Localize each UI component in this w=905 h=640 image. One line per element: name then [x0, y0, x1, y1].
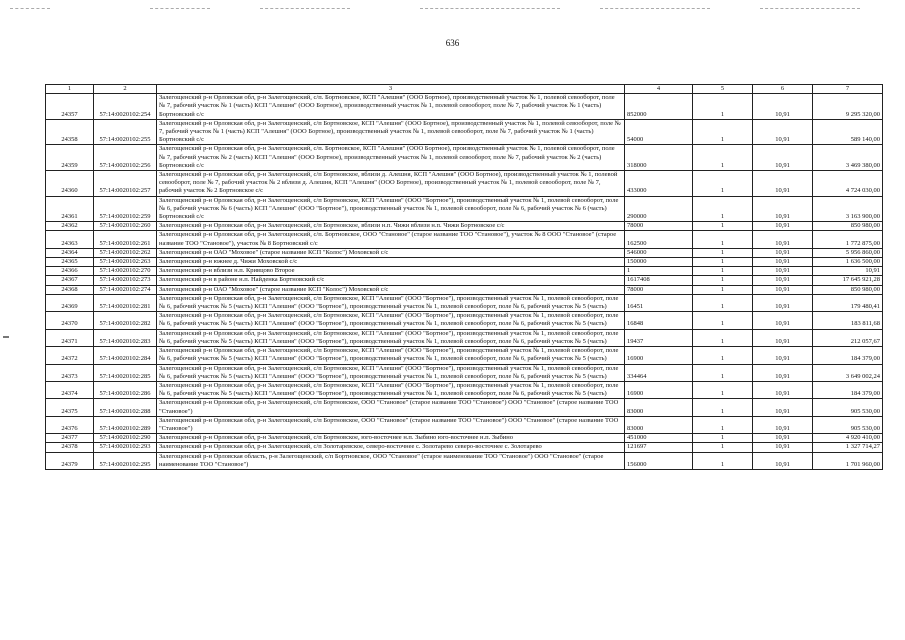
table-row [46, 231, 883, 248]
cadastral-number: 57:14:0020102:273 [94, 276, 157, 285]
location-description: Залегощенский р-н Орловская обл, р-н Залегощенский, с/п Бортновское, КСП "Алешня" (ООО "Бортное"), производственный участок № 1, полевой севооборот, поле № 6, рабочий участок № 5 (часть) КСП "Алешня" (ООО "Бортное"), производственный участок № 1, полевой севооборот, поле № 6, рабочий участок № 5 (часть) [157, 312, 625, 329]
location-description: Залегощенский р-н Орловская область, р-н Залегощенский, с/п Бортновское, ООО "Становое" (старое наименование ТОО "Становое") ООО "Становое" (старое наименование ТОО "Становое") [157, 452, 625, 469]
total-value: 905 530,00 [813, 399, 883, 416]
unit-price: 10,91 [753, 231, 813, 248]
area-value: 19437 [625, 329, 693, 346]
row-id: 24374 [46, 381, 94, 398]
table-row [46, 347, 883, 364]
cadastral-number: 57:14:0020102:289 [94, 416, 157, 433]
total-value: 1 327 714,27 [813, 443, 883, 452]
row-id: 24367 [46, 276, 94, 285]
area-value: 83000 [625, 416, 693, 433]
quantity-value: 1 [693, 248, 753, 257]
cadastral-number: 57:14:0020102:282 [94, 312, 157, 329]
quantity-value: 1 [693, 381, 753, 398]
area-value: 156000 [625, 452, 693, 469]
area-value: 83000 [625, 399, 693, 416]
area-value: 852000 [625, 94, 693, 120]
unit-price: 10,91 [753, 285, 813, 294]
unit-price: 10,91 [753, 399, 813, 416]
cadastral-number: 57:14:0020102:283 [94, 329, 157, 346]
table-header-row [46, 85, 883, 94]
total-value: 3 649 002,24 [813, 364, 883, 381]
total-value: 850 980,00 [813, 222, 883, 231]
quantity-value: 1 [693, 329, 753, 346]
cadastral-number: 57:14:0020102:254 [94, 94, 157, 120]
total-value: 5 956 860,00 [813, 248, 883, 257]
quantity-value: 1 [693, 294, 753, 311]
cadastral-number: 57:14:0020102:293 [94, 443, 157, 452]
table-row [46, 381, 883, 398]
cadastral-number: 57:14:0020102:257 [94, 171, 157, 197]
unit-price: 10,91 [753, 267, 813, 276]
location-description: Залегощенский р-н вблизи н.п. Кривцово Второе [157, 267, 625, 276]
quantity-value: 1 [693, 443, 753, 452]
location-description: Залегощенский р-н в районе н.п. Найденка Бортновский с/с [157, 276, 625, 285]
table-row [46, 222, 883, 231]
total-value: 10,91 [813, 267, 883, 276]
row-id: 24377 [46, 434, 94, 443]
table-row [46, 364, 883, 381]
cadastral-number: 57:14:0020102:262 [94, 248, 157, 257]
quantity-value: 1 [693, 399, 753, 416]
location-description: Залегощенский р-н Орловская обл, р-н Залегощенский, с/п Бортновское, КСП "Алешня" (ООО "Бортное"), производственный участок № 1, полевой севооборот, поле № 6, рабочий участок № 5 (часть) КСП "Алешня" (ООО "Бортное"), производственный участок № 1, полевой севооборот, поле № 6, рабочий участок № 5 (часть) [157, 364, 625, 381]
area-value: 16900 [625, 347, 693, 364]
location-description: Залегощенский р-н Орловская обл, р-н Залегощенский, с/п. Бортновское, КСП "Алешня" (ООО Бортное), производственный участок № 1, полевой севооборот, поле № 7, рабочий участок № 1 (часть) КСП "Алешня" (ООО Бортное), производственный участок № 1, полевой севооборот, поле № 7, рабочий участок № 1 (часть) Бортновский с/с [157, 94, 625, 120]
area-value: 162500 [625, 231, 693, 248]
area-value: 451000 [625, 434, 693, 443]
total-value: 905 530,00 [813, 416, 883, 433]
table-row [46, 94, 883, 120]
location-description: Залегощенский р-н Орловская обл, р-н Залегощенский, с/п Бортновское, КСП "Алешня" (ООО Бортное), производственный участок № 1, полевой севооборот, поле № 7, рабочий участок № 1 (часть) КСП "Алешня" (ООО Бортное), производственный участок № 1, полевой севооборот, поле № 7, рабочий участок № 1 (часть) Бортновский с/с [157, 119, 625, 145]
unit-price: 10,91 [753, 347, 813, 364]
area-value: 433000 [625, 171, 693, 197]
unit-price: 10,91 [753, 416, 813, 433]
total-value: 9 295 320,00 [813, 94, 883, 120]
quantity-value: 1 [693, 94, 753, 120]
cadastral-number: 57:14:0020102:270 [94, 267, 157, 276]
unit-price: 10,91 [753, 145, 813, 171]
table-row [46, 285, 883, 294]
row-id: 24369 [46, 294, 94, 311]
total-value: 1 772 875,00 [813, 231, 883, 248]
row-id: 24375 [46, 399, 94, 416]
location-description: Залегощенский р-н Орловская обл, р-н Залегощенский, с/п Бортновское, вблизи н.п. Чижи вблизи н.п. Чижи Бортновское с/с [157, 222, 625, 231]
total-value: 3 469 380,00 [813, 145, 883, 171]
location-description: Залегощенский р-н Орловская обл, р-н Залегощенский, с/п Бортновское, КСП "Алешня" (ООО "Бортное"), производственный участок № 1, полевой севооборот, поле № 6, рабочий участок № 6 (часть) КСП "Алешня" (ООО "Бортное"), производственный участок № 1, полевой севооборот, поле № 6, рабочий участок № 6 (часть) Бортновский с/с [157, 196, 625, 222]
total-value: 1 636 500,00 [813, 258, 883, 267]
unit-price: 10,91 [753, 222, 813, 231]
row-id: 24362 [46, 222, 94, 231]
cadastral-number: 57:14:0020102:260 [94, 222, 157, 231]
page-number: 636 [445, 38, 460, 48]
cadastral-number: 57:14:0020102:261 [94, 231, 157, 248]
cadastral-number: 57:14:0020102:274 [94, 285, 157, 294]
quantity-value: 1 [693, 285, 753, 294]
quantity-value: 1 [693, 434, 753, 443]
scan-artifact [760, 8, 860, 9]
location-description: Залегощенский р-н Орловская обл, р-н Залегощенский, с/п Золотаревское, северо-восточнее с. Золотарево северо-восточнее с. Золотарево [157, 443, 625, 452]
scan-artifact [420, 8, 560, 9]
cadastral-number: 57:14:0020102:263 [94, 258, 157, 267]
quantity-value: 1 [693, 347, 753, 364]
table-row [46, 452, 883, 469]
area-value: 16451 [625, 294, 693, 311]
unit-price: 10,91 [753, 443, 813, 452]
cadastral-number: 57:14:0020102:281 [94, 294, 157, 311]
cadastral-number: 57:14:0020102:288 [94, 399, 157, 416]
table-row [46, 267, 883, 276]
area-value: 318000 [625, 145, 693, 171]
total-value: 850 980,00 [813, 285, 883, 294]
row-id: 24361 [46, 196, 94, 222]
quantity-value: 1 [693, 231, 753, 248]
column-header: 6 [753, 85, 813, 94]
scan-artifact [10, 8, 50, 9]
area-value: 1617408 [625, 276, 693, 285]
total-value: 1 701 960,00 [813, 452, 883, 469]
area-value: 121697 [625, 443, 693, 452]
total-value: 179 480,41 [813, 294, 883, 311]
location-description: Залегощенский р-н Орловская обл, р-н Залегощенский, с/п Бортновское, ООО "Становое" (старое название ТОО "Становое") ООО "Становое" (старое название ТОО "Становое") [157, 399, 625, 416]
table-row [46, 276, 883, 285]
total-value: 3 163 900,00 [813, 196, 883, 222]
scan-artifact [260, 8, 350, 9]
quantity-value: 1 [693, 267, 753, 276]
table-row [46, 312, 883, 329]
row-id: 24357 [46, 94, 94, 120]
total-value: 184 379,00 [813, 381, 883, 398]
cadastral-number: 57:14:0020102:255 [94, 119, 157, 145]
total-value: 4 724 030,00 [813, 171, 883, 197]
area-value: 16848 [625, 312, 693, 329]
column-header: 2 [94, 85, 157, 94]
area-value: 78000 [625, 285, 693, 294]
row-id: 24366 [46, 267, 94, 276]
location-description: Залегощенский р-н Орловская обл, р-н Залегощенский, с/п Бортновское, юго-восточнее н.п. Зыбино юго-восточнее н.п. Зыбино [157, 434, 625, 443]
row-id: 24379 [46, 452, 94, 469]
quantity-value: 1 [693, 452, 753, 469]
cadastral-number: 57:14:0020102:285 [94, 364, 157, 381]
location-description: Залегощенский р-н Орловская обл, р-н Залегощенский, с/п Бортновское, КСП "Алешня" (ООО "Бортное"), производственный участок № 1, полевой севооборот, поле № 6, рабочий участок № 5 (часть) КСП "Алешня" (ООО "Бортное"), производственный участок № 1, полевой севооборот, поле № 6, рабочий участок № 5 (часть) [157, 329, 625, 346]
table-row [46, 294, 883, 311]
column-header: 7 [813, 85, 883, 94]
total-value: 212 057,67 [813, 329, 883, 346]
table-row [46, 399, 883, 416]
cadastral-number: 57:14:0020102:259 [94, 196, 157, 222]
table-row [46, 196, 883, 222]
row-id: 24359 [46, 145, 94, 171]
total-value: 4 920 410,00 [813, 434, 883, 443]
cadastral-number: 57:14:0020102:286 [94, 381, 157, 398]
row-id: 24371 [46, 329, 94, 346]
unit-price: 10,91 [753, 452, 813, 469]
column-header: 3 [157, 85, 625, 94]
location-description: Залегощенский р-н Орловская обл, р-н Залегощенский, с/п Бортновское, КСП "Алешня" (ООО "Бортное"), производственный участок № 1, полевой севооборот, поле № 6, рабочий участок № 5 (часть) КСП "Алешня" (ООО "Бортное"), производственный участок № 1, полевой севооборот, поле № 6, рабочий участок № 5 (часть) [157, 381, 625, 398]
area-value: 1 [625, 267, 693, 276]
quantity-value: 1 [693, 145, 753, 171]
quantity-value: 1 [693, 196, 753, 222]
row-id: 24365 [46, 258, 94, 267]
location-description: Залегощенский р-н Орловская обл, р-н Залегощенский, с/п Бортновское, КСП "Алешня" (ООО "Бортное"), производственный участок № 1, полевой севооборот, поле № 6, рабочий участок № 5 (часть) КСП "Алешня" (ООО "Бортное"), производственный участок № 1, полевой севооборот, поле № 6, рабочий участок № 5 (часть) [157, 294, 625, 311]
unit-price: 10,91 [753, 119, 813, 145]
cadastral-number: 57:14:0020102:284 [94, 347, 157, 364]
unit-price: 10,91 [753, 434, 813, 443]
table-row [46, 329, 883, 346]
quantity-value: 1 [693, 222, 753, 231]
table-row [46, 119, 883, 145]
row-id: 24376 [46, 416, 94, 433]
row-id: 24370 [46, 312, 94, 329]
unit-price: 10,91 [753, 329, 813, 346]
unit-price: 10,91 [753, 171, 813, 197]
unit-price: 10,91 [753, 364, 813, 381]
table-row [46, 248, 883, 257]
location-description: Залегощенский р-н Орловская обл, р-н Залегощенский, с/п. Бортновское, КСП "Алешня" (ООО Бортное), производственный участок № 1, полевой севооборот, поле № 7, рабочий участок № 2 (часть) КСП "Алешня" (ООО Бортное), производственный участок № 1, полевой севооборот, поле № 7, рабочий участок № 2 (часть) Бортновский с/с [157, 145, 625, 171]
unit-price: 10,91 [753, 381, 813, 398]
table-row [46, 416, 883, 433]
area-value: 150000 [625, 258, 693, 267]
row-id: 24363 [46, 231, 94, 248]
area-value: 290000 [625, 196, 693, 222]
location-description: Залегощенский р-н ОАО "Моховое" (старое название КСП "Колос") Моховской с/с [157, 248, 625, 257]
column-header: 5 [693, 85, 753, 94]
row-id: 24373 [46, 364, 94, 381]
unit-price: 10,91 [753, 258, 813, 267]
quantity-value: 1 [693, 364, 753, 381]
row-id: 24368 [46, 285, 94, 294]
column-header: 4 [625, 85, 693, 94]
location-description: Залегощенский р-н Орловская обл, р-н Залегощенский, с/п. Бортновское, ООО "Становое" (старое название ТОО "Становое"), участок № 8 ООО "Становое" (старое название ТОО "Становое"), участок № 8 Бортновский с/с [157, 231, 625, 248]
table-row [46, 443, 883, 452]
cadastral-number: 57:14:0020102:256 [94, 145, 157, 171]
unit-price: 10,91 [753, 312, 813, 329]
unit-price: 10,91 [753, 196, 813, 222]
total-value: 17 645 921,28 [813, 276, 883, 285]
row-id: 24378 [46, 443, 94, 452]
location-description: Залегощенский р-н Орловская обл, р-н Залегощенский, с/п Бортновское, КСП "Алешня" (ООО "Бортное"), производственный участок № 1, полевой севооборот, поле № 6, рабочий участок № 5 (часть) КСП "Алешня" (ООО "Бортное"), производственный участок № 1, полевой севооборот, поле № 6, рабочий участок № 5 (часть) [157, 347, 625, 364]
unit-price: 10,91 [753, 94, 813, 120]
row-id: 24358 [46, 119, 94, 145]
registry-table [45, 84, 883, 470]
location-description: Залегощенский р-н ОАО "Моховое" (старое название КСП "Колос") Моховской с/с [157, 285, 625, 294]
total-value: 589 140,00 [813, 119, 883, 145]
unit-price: 10,91 [753, 294, 813, 311]
row-id: 24364 [46, 248, 94, 257]
area-value: 16900 [625, 381, 693, 398]
row-id: 24360 [46, 171, 94, 197]
location-description: Залегощенский р-н Орловская обл, р-н Залегощенский, с/п Бортновское, ООО "Становое" (старое название ТОО "Становое") ООО "Становое" (старое название ТОО "Становое") [157, 416, 625, 433]
table-row [46, 145, 883, 171]
quantity-value: 1 [693, 258, 753, 267]
quantity-value: 1 [693, 276, 753, 285]
location-description: Залегощенский р-н Орловская обл, р-н Залегощенский, с/п Бортновское, вблизи д. Алешня, КСП "Алешня" (ООО Бортное), производственный участок № 1, полевой севооборот, поле № 7, рабочий участок № 2 вблизи д. Алешня, КСП "Алешня" (ООО Бортное), производственный участок № 1, полевой севооборот, поле № 7, рабочий участок № 2 Бортновское с/с [157, 171, 625, 197]
scan-artifact [3, 336, 9, 338]
quantity-value: 1 [693, 171, 753, 197]
total-value: 184 379,00 [813, 347, 883, 364]
quantity-value: 1 [693, 416, 753, 433]
unit-price: 10,91 [753, 248, 813, 257]
unit-price: 10,91 [753, 276, 813, 285]
cadastral-number: 57:14:0020102:290 [94, 434, 157, 443]
location-description: Залегощенский р-н южнее д. Чижи Моховской с/с [157, 258, 625, 267]
total-value: 183 811,68 [813, 312, 883, 329]
area-value: 334464 [625, 364, 693, 381]
quantity-value: 1 [693, 119, 753, 145]
area-value: 546000 [625, 248, 693, 257]
cadastral-number: 57:14:0020102:295 [94, 452, 157, 469]
table-row [46, 258, 883, 267]
column-header: 1 [46, 85, 94, 94]
table-row [46, 171, 883, 197]
quantity-value: 1 [693, 312, 753, 329]
row-id: 24372 [46, 347, 94, 364]
area-value: 78000 [625, 222, 693, 231]
scan-artifact [150, 8, 210, 9]
area-value: 54000 [625, 119, 693, 145]
scan-artifact [600, 8, 710, 9]
table-row [46, 434, 883, 443]
